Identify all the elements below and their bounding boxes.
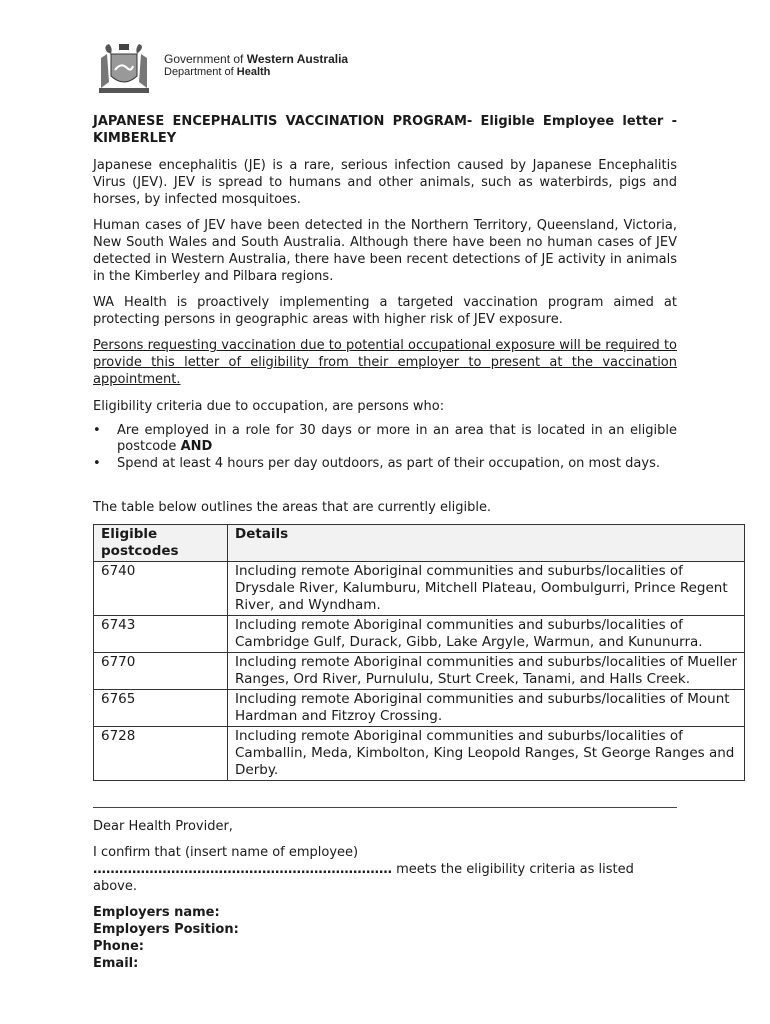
- postcode-cell: 6765: [94, 690, 228, 727]
- details-cell: Including remote Aboriginal communities and suburbs/localities of Drysdale River, Kalumburu, Mitchell Plateau, Oombulgurri, Prince Regent River, and Wyndham.: [228, 562, 745, 616]
- postcode-cell: 6770: [94, 653, 228, 690]
- table-row: [94, 616, 745, 653]
- phone-label: Phone:: [93, 939, 144, 954]
- column-header-details: Details: [228, 525, 745, 562]
- eligible-postcodes-table: [93, 524, 745, 781]
- organisation-name: Government of Western Australia Department of Health: [164, 52, 349, 78]
- details-cell: Including remote Aboriginal communities and suburbs/localities of Cambridge Gulf, Durack, Gibb, Lake Argyle, Warmun, and Kununurra.: [228, 616, 745, 653]
- paragraph-criteria-intro: Eligibility criteria due to occupation, are persons who:: [93, 399, 445, 414]
- paragraph-table-intro: The table below outlines the areas that are currently eligible.: [93, 500, 492, 515]
- criteria-list: [93, 423, 677, 473]
- postcode-cell: 6740: [94, 562, 228, 616]
- table-row: [94, 690, 745, 727]
- confirmation-section: [93, 818, 677, 895]
- postcode-cell: 6728: [94, 727, 228, 781]
- paragraph-human-cases: Human cases of JEV have been detected in the Northern Territory, Queensland, Victoria, New South Wales and South Australia. Although there have been no human cases of JEV detected in Western Australia, there have been recent detections of JE activity in animals in the Kimberley and Pilbara regions.: [93, 218, 677, 284]
- paragraph-program: WA Health is proactively implementing a targeted vaccination program aimed at protecting persons in geographic areas with higher risk of JEV exposure.: [93, 295, 677, 327]
- bullet-icon: •: [93, 456, 101, 471]
- letter-title: JAPANESE ENCEPHALITIS VACCINATION PROGRAM- Eligible Employee letter -KIMBERLEY: [93, 114, 677, 146]
- table-header-row: [94, 525, 745, 562]
- employer-name-label: Employers name:: [93, 905, 220, 920]
- table-row: [94, 562, 745, 616]
- column-header-postcodes: Eligible postcodes: [94, 525, 228, 562]
- postcode-cell: 6743: [94, 616, 228, 653]
- wa-health-logo: [93, 42, 368, 96]
- details-cell: Including remote Aboriginal communities and suburbs/localities of Mueller Ranges, Ord River, Purnululu, Sturt Creek, Tanami, and Halls Creek.: [228, 653, 745, 690]
- bullet-icon: •: [93, 423, 101, 438]
- section-divider: [93, 807, 677, 808]
- table-row: [94, 653, 745, 690]
- table-row: [94, 727, 745, 781]
- email-label: Email:: [93, 956, 139, 971]
- employee-name-blank: …………………………………………………………… meets the eligibility criteria as listed above.: [93, 862, 634, 894]
- details-cell: Including remote Aboriginal communities and suburbs/localities of Mount Hardman and Fitzroy Crossing.: [228, 690, 745, 727]
- confirmation-line: I confirm that (insert name of employee): [93, 845, 359, 860]
- employer-details: [93, 904, 239, 972]
- greeting: Dear Health Provider,: [93, 819, 233, 834]
- details-cell: Including remote Aboriginal communities and suburbs/localities of Camballin, Meda, Kimbolton, King Leopold Ranges, St George Ranges and Derby.: [228, 727, 745, 781]
- list-item: • Are employed in a role for 30 days or more in an area that is located in an eligible postcode AND: [93, 423, 677, 454]
- employer-position-label: Employers Position:: [93, 922, 239, 937]
- paragraph-je-intro: Japanese encephalitis (JE) is a rare, serious infection caused by Japanese Encephalitis Virus (JEV). JEV is spread to humans and other animals, such as waterbirds, pigs and horses, by infected mosquitoes.: [93, 158, 677, 207]
- list-item: • Spend at least 4 hours per day outdoors, as part of their occupation, on most days.: [93, 456, 660, 471]
- paragraph-requirement: Persons requesting vaccination due to potential occupational exposure will be required to provide this letter of eligibility from their employer to present at the vaccination appointment.: [93, 338, 677, 387]
- wa-coat-of-arms-icon: [93, 42, 155, 96]
